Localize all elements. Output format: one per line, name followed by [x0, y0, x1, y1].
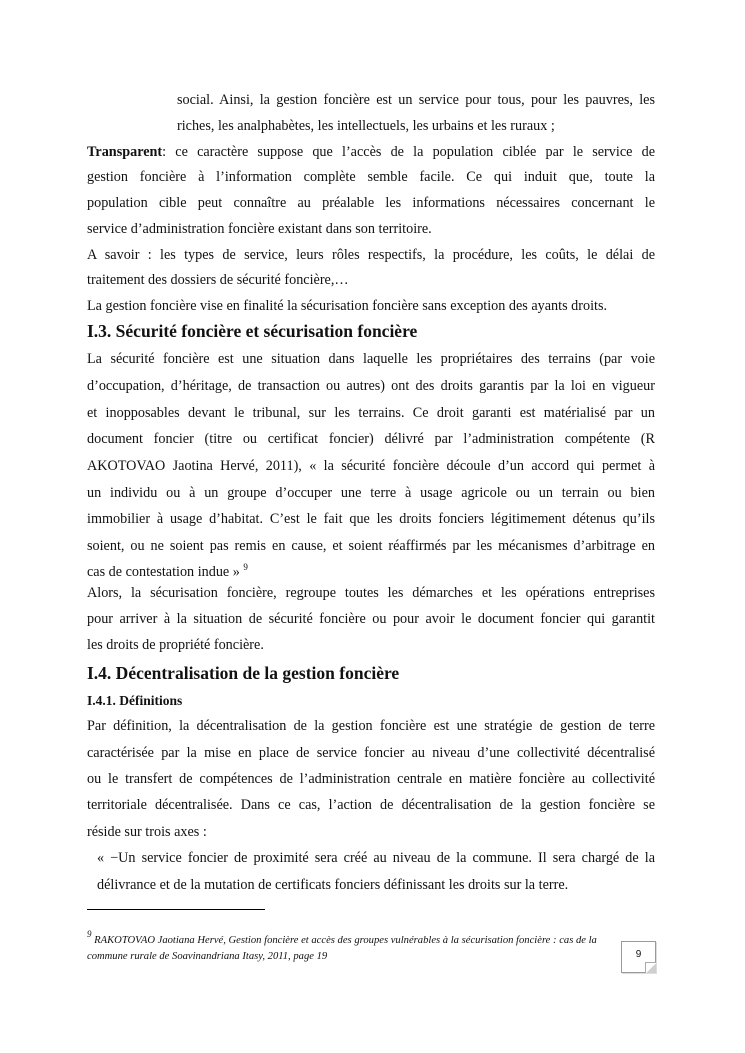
footnote-text: RAKOTOVAO Jaotiana Hervé, Gestion foncière et accès des groupes vulnérables à la sécurisation foncière : cas de la	[94, 935, 597, 946]
footnote-line: commune rurale de Soavinandriana Itasy, 2011, page 19	[87, 951, 328, 962]
footnote-line	[87, 929, 597, 948]
footnote-ref: 9	[243, 562, 248, 572]
quote-line: délivrance et de la mutation de certificats fonciers définissant les droits sur la terre.	[97, 877, 569, 893]
page-curl-icon	[645, 962, 656, 973]
transparent-paragraph-line	[87, 143, 655, 161]
section-heading-1-3: I.3. Sécurité foncière et sécurisation foncière	[87, 321, 418, 341]
body-line: territoriale décentralisée. Dans ce cas, l’action de décentralisation de la gestion foncière se	[87, 797, 655, 813]
footnote-separator	[87, 909, 265, 910]
body-line: immobilier à usage d’habitat. C’est le fait que les droits fonciers légitimement détenus qu’ils	[87, 511, 655, 527]
body-line: les droits de propriété foncière.	[87, 637, 264, 653]
body-text: cas de contestation indue »	[87, 564, 240, 580]
body-line: riches, les analphabètes, les intellectuels, les urbains et les ruraux ;	[177, 118, 555, 134]
body-line: pour arriver à la situation de sécurité foncière ou pour avoir le document foncier qui garantit	[87, 611, 655, 627]
body-line: A savoir : les types de service, leurs rôles respectifs, la procédure, les coûts, le délai de	[87, 247, 655, 263]
page-number-box	[621, 941, 656, 973]
body-line	[87, 563, 248, 581]
body-line: caractérisée par la mise en place de service foncier au niveau d’une collectivité décentralisé	[87, 745, 655, 761]
body-line: La sécurité foncière est une situation dans laquelle les propriétaires des terrains (par voie	[87, 351, 655, 367]
footnote-number: 9	[87, 929, 92, 939]
body-line: La gestion foncière vise en finalité la sécurisation foncière sans exception des ayants droits.	[87, 298, 608, 314]
body-line: population cible peut connaître au préalable les informations nécessaires concernant le	[87, 195, 655, 211]
quote-line: « −Un service foncier de proximité sera créé au niveau de la commune. Il sera chargé de la	[97, 850, 655, 866]
body-line: d’occupation, d’héritage, de transaction ou autres) ont des droits garantis par la loi en vigueur	[87, 378, 655, 394]
page-number: 9	[635, 949, 642, 960]
body-line: Alors, la sécurisation foncière, regroupe toutes les démarches et les opérations entreprises	[87, 585, 655, 601]
body-line: un individu ou à un groupe d’occuper une terre à usage agricole ou un terrain ou bien	[87, 485, 655, 501]
body-line: soient, ou ne soient pas remis en cause, et soient réaffirmés par les mécanismes d’arbitrage en	[87, 538, 655, 554]
body-line: social. Ainsi, la gestion foncière est un service pour tous, pour les pauvres, les	[177, 92, 655, 108]
transparent-term: Transparent	[87, 144, 163, 160]
body-line: service d’administration foncière existant dans son territoire.	[87, 221, 432, 237]
body-line: ou le transfert de compétences de l’administration centrale en matière foncière au collectivité	[87, 771, 655, 787]
section-heading-1-4: I.4. Décentralisation de la gestion foncière	[87, 663, 400, 683]
body-line: AKOTOVAO Jaotina Hervé, 2011), « la sécurité foncière découle d’un accord qui permet à	[87, 458, 655, 474]
body-line: gestion foncière à l’information complète semble facile. Ce qui induit que, toute la	[87, 169, 655, 185]
body-line: document foncier (titre ou certificat foncier) délivré par l’administration compétente (R	[87, 431, 655, 447]
body-line: réside sur trois axes :	[87, 824, 207, 840]
body-text: : ce caractère suppose que l’accès de la population ciblée par le service de	[162, 144, 655, 160]
body-line: traitement des dossiers de sécurité foncière,…	[87, 272, 349, 288]
subsection-heading: I.4.1. Définitions	[87, 693, 183, 708]
body-line: et inopposables devant le tribunal, sur les terrains. Ce droit garanti est matérialisé par un	[87, 405, 655, 421]
body-line: Par définition, la décentralisation de la gestion foncière est une stratégie de gestion de terre	[87, 718, 655, 734]
